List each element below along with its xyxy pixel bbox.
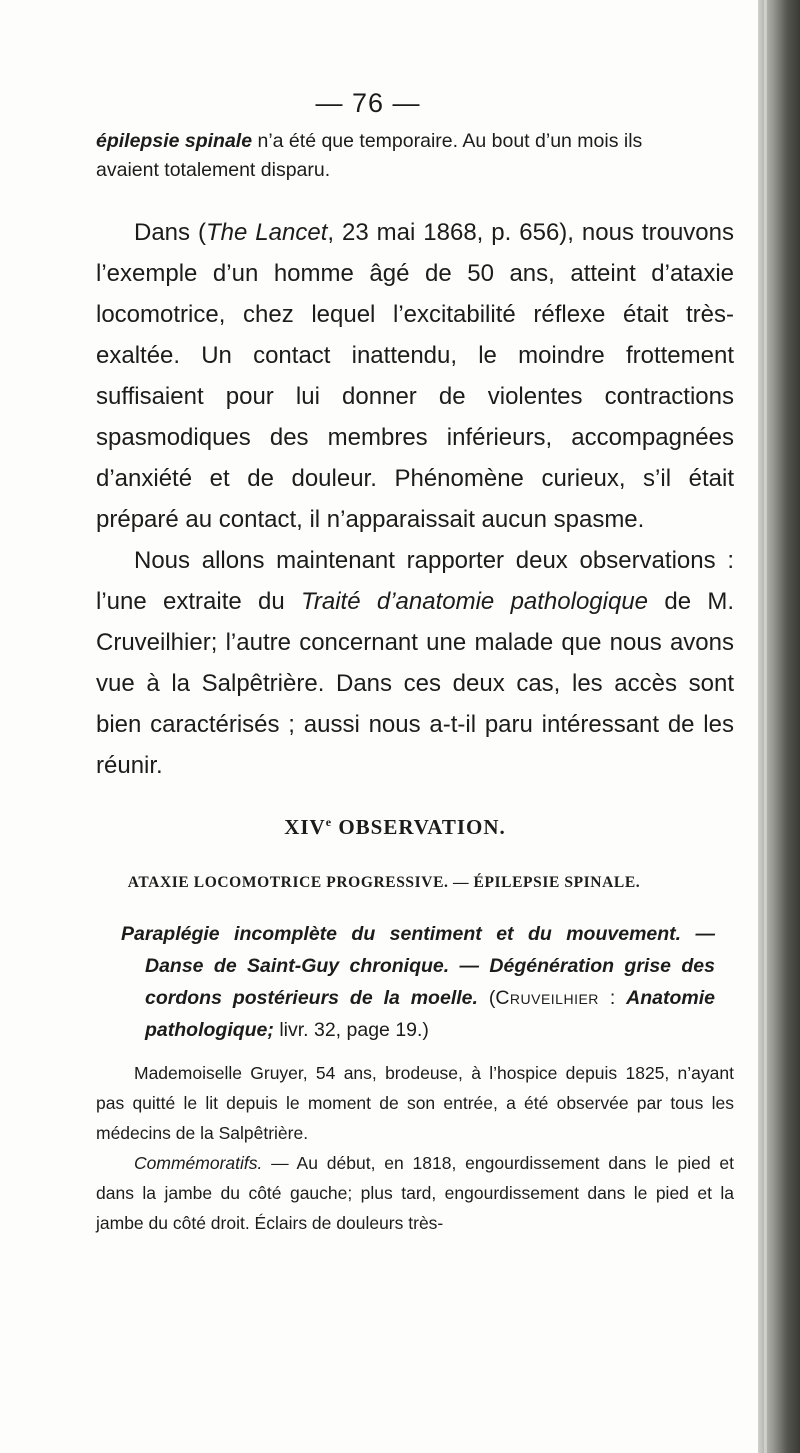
paragraph2-text: de M. Cruveilhier; l’autre concernant une malade que nous avons vue à la Salpêtrière. Dans ces deux cas, les accès sont bien caractérisés ; aussi nous a-t-il paru intéressant de les réunir. bbox=[96, 588, 734, 779]
case-text bbox=[96, 1058, 734, 1238]
summary-open: ( bbox=[477, 987, 496, 1009]
observation-title bbox=[0, 815, 795, 840]
case-paragraph-1: Mademoiselle Gruyer, 54 ans, brodeuse, à l’hospice depuis 1825, n’ayant pas quitté le lit depuis le moment de son entrée, a été observée par tous les médecins de la Salpêtrière. bbox=[96, 1063, 734, 1143]
intro-italic-lead: épilepsie spinale bbox=[96, 130, 253, 152]
case-paragraph-2-text: — Au début, en 1818, engourdissement dans le pied et dans la jambe du côté gauche; plus tard, engourdissement dans le pied et la jambe du côté droit. Éclairs de douleurs très- bbox=[96, 1153, 734, 1233]
page-number: — 76 — bbox=[315, 88, 421, 118]
case-label: Commémoratifs. bbox=[134, 1153, 263, 1173]
intro-paragraph bbox=[96, 127, 734, 185]
observation-subtitle: ATAXIE LOCOMOTRICE PROGRESSIVE. — ÉPILEPSIE SPINALE. bbox=[127, 874, 641, 891]
summary-paragraph bbox=[121, 918, 715, 1046]
summary-text: Paraplégie incomplète du sentiment et du mouvement. — Danse de Saint-Guy chronique. — Dégénération grise des cordons postérieurs de la moelle. bbox=[121, 923, 715, 1009]
summary-ref: livr. 32, page 19.) bbox=[273, 1019, 429, 1041]
book-title: Traité d’anatomie pathologique bbox=[301, 588, 649, 615]
observation-summary bbox=[121, 918, 715, 1046]
summary-author: Cruveilhier bbox=[495, 987, 599, 1009]
page-binding-edge bbox=[758, 0, 800, 1453]
intro-text bbox=[96, 127, 734, 185]
paragraph2-prefix: Nous allons maintenant rapporter deux observations : l’une extraite du bbox=[96, 547, 734, 615]
paragraph1-text: , 23 mai 1868, p. 656), nous trouvons l’exemple d’un homme âgé de 50 ans, atteint d’ataxie locomotrice, chez lequel l’excitabilité réflexe était très-exaltée. Un contact inattendu, le moindre frottement suffisaient pour lui donner de violentes contractions spasmodiques des membres inférieurs, accompagnées d’anxiété et de douleur. Phénomène curieux, s’il était préparé au contact, il n’apparaissait aucun spasme. bbox=[96, 219, 734, 533]
paragraph-observations bbox=[96, 540, 734, 786]
intro-line2: avaient totalement disparu. bbox=[96, 159, 331, 181]
paragraph-lancet bbox=[96, 212, 734, 540]
summary-work: Anatomie pathologique; bbox=[145, 987, 715, 1041]
observation-numeral-suffix: e bbox=[325, 815, 333, 829]
summary-colon: : bbox=[598, 987, 627, 1009]
intro-line1-rest: n’a été que temporaire. Au bout d’un mois ils bbox=[252, 130, 643, 152]
observation-word: OBSERVATION. bbox=[332, 815, 506, 839]
case-paragraph-2 bbox=[96, 1148, 734, 1238]
observation-numeral: XIV bbox=[284, 815, 326, 839]
paragraph1-prefix: Dans ( bbox=[134, 219, 206, 246]
main-text bbox=[96, 212, 734, 786]
journal-title: The Lancet bbox=[205, 219, 328, 246]
